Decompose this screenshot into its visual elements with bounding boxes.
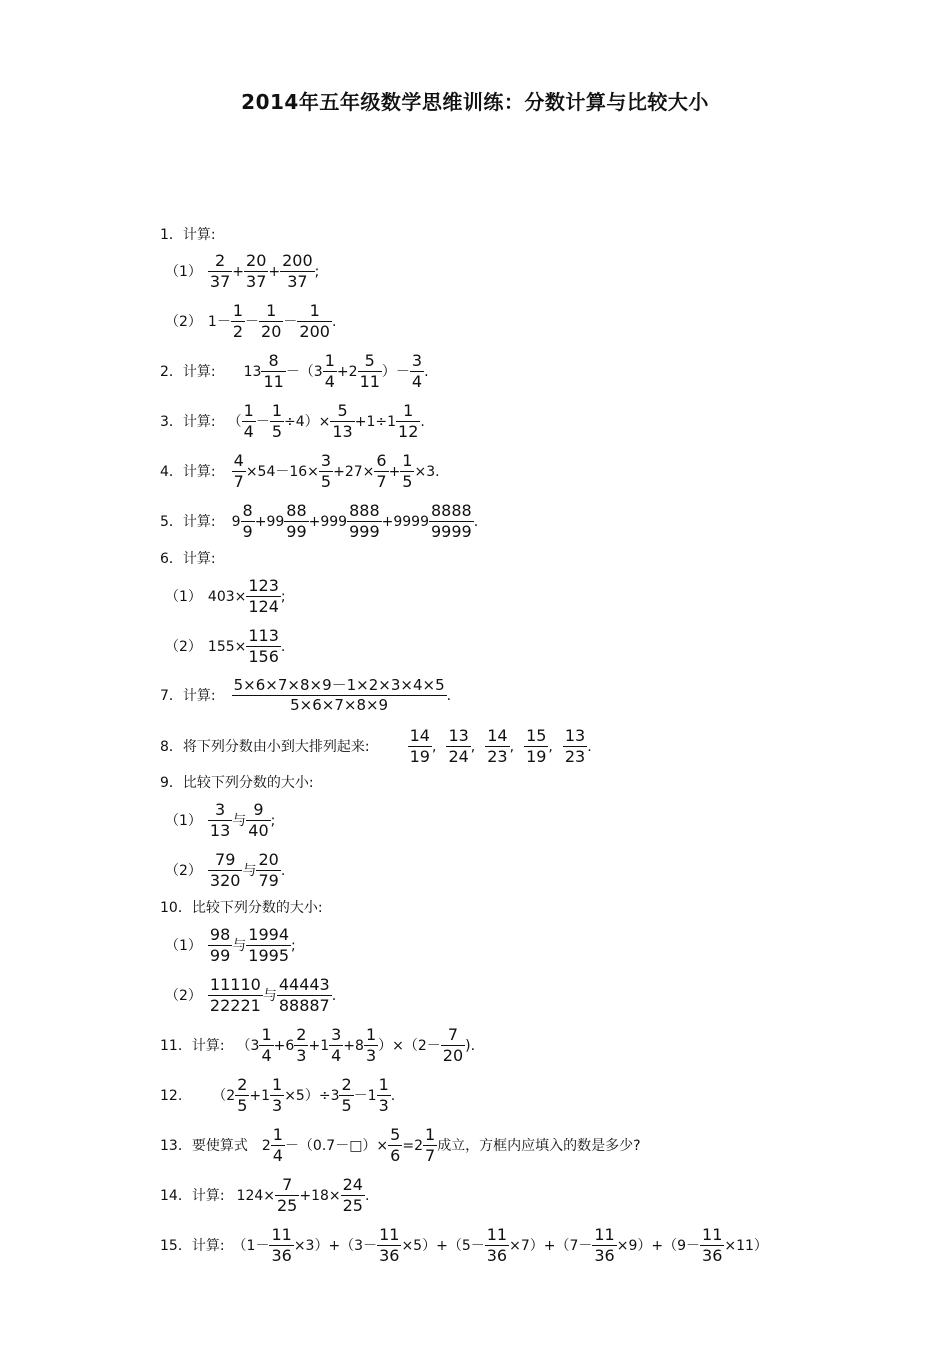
expression-text: ×9）+（9－ xyxy=(616,1237,701,1254)
problem-label: 11．计算: xyxy=(160,1037,225,1054)
fraction: $\frac{11}{36}$ xyxy=(594,1225,615,1265)
sub-label: （1） xyxy=(165,937,202,954)
fraction: $\frac{98}{99}$ xyxy=(209,925,231,965)
fraction: $\frac{8888}{9999}$ xyxy=(431,501,472,541)
problem-9-part-1 xyxy=(165,802,275,839)
expression-text: ×3）+（3－ xyxy=(293,1237,378,1254)
fraction: $\frac{1}{7}$ xyxy=(425,1125,436,1165)
expression-text: +1÷1 xyxy=(354,413,397,430)
fraction: $\frac{5}{11}$ xyxy=(359,351,380,391)
expression-text: ）×（2－ xyxy=(378,1037,441,1054)
problem-6-part-2 xyxy=(165,628,285,665)
problem-10-part-2 xyxy=(165,977,336,1014)
fraction: $\frac{9}{40}$ xyxy=(248,800,269,840)
problem-10 xyxy=(160,901,323,915)
expression-text: +999 xyxy=(308,513,348,530)
problem-14 xyxy=(160,1177,369,1214)
expression-text: 成立，方框内应填入的数是多少? xyxy=(437,1137,641,1154)
fraction: $\frac{20}{79}$ xyxy=(258,850,279,890)
fraction: $\frac{5}{6}$ xyxy=(390,1125,401,1165)
punctuation: . xyxy=(473,513,479,530)
expression-text: +27× xyxy=(333,463,375,480)
fraction: $\frac{1}{12}$ xyxy=(398,401,419,441)
fraction: $\frac{11}{36}$ xyxy=(379,1225,400,1265)
separator: , xyxy=(548,738,553,755)
fraction: $\frac{79}{320}$ xyxy=(209,850,241,890)
expression-text: ）－ xyxy=(381,363,410,380)
punctuation: . xyxy=(280,638,286,655)
problem-6 xyxy=(160,552,216,566)
fraction: $\frac{2}{3}$ xyxy=(296,1025,307,1065)
page-title: 2014年五年级数学思维训练：分数计算与比较大小 xyxy=(241,90,709,114)
fraction: $\frac{3}{4}$ xyxy=(411,351,423,391)
fraction: $\frac{200}{37}$ xyxy=(282,251,313,291)
fraction: $\frac{2}{5}$ xyxy=(341,1075,352,1115)
punctuation: . xyxy=(331,313,337,330)
problem-label: 6．计算: xyxy=(160,551,216,567)
sub-label: （2） xyxy=(165,987,202,1004)
fraction: $\frac{1}{4}$ xyxy=(261,1025,272,1065)
expression-text: =2 xyxy=(402,1137,423,1154)
comparison-word: 与 xyxy=(262,987,277,1004)
expression-text: 1－ xyxy=(207,313,231,330)
fraction: $\frac{888}{999}$ xyxy=(349,501,380,541)
fraction: $\frac{1}{4}$ xyxy=(324,351,335,391)
punctuation: ; xyxy=(280,588,286,605)
operator: － xyxy=(245,313,260,330)
problem-7 xyxy=(160,678,451,713)
problem-label: 4．计算: xyxy=(160,463,216,480)
expression-text: －（3 xyxy=(285,363,323,380)
fraction: $\frac{113}{156}$ xyxy=(248,626,279,666)
fraction: $\frac{5\times 6\times 7\times 8\times 9-1\times 2\times 3\times 4\times 5}{5\times 6\times 7\times 8\times 9}$ xyxy=(233,676,445,714)
expression-text: +2 xyxy=(336,363,358,380)
problem-label: 12. xyxy=(160,1087,183,1104)
fraction: $\frac{8}{9}$ xyxy=(242,501,253,541)
problem-label: 15．计算: xyxy=(160,1237,225,1254)
sub-label: （2） xyxy=(165,638,202,655)
punctuation: . xyxy=(390,1087,396,1104)
problem-label: 5．计算: xyxy=(160,513,216,530)
fraction: $\frac{7}{20}$ xyxy=(442,1025,464,1065)
comparison-word: 与 xyxy=(232,937,247,954)
problem-label: 2．计算: xyxy=(160,363,216,380)
problem-11 xyxy=(160,1027,475,1064)
sub-label: （1） xyxy=(165,812,202,829)
problem-label: 1．计算: xyxy=(160,227,216,243)
fraction: $\frac{1}{3}$ xyxy=(378,1075,389,1115)
expression-text: －（0.7－□）× xyxy=(284,1137,389,1154)
expression-text: ×5）+（5－ xyxy=(401,1237,485,1254)
problem-6-part-1 xyxy=(165,578,286,615)
problem-9-part-2 xyxy=(165,852,285,889)
punctuation: . xyxy=(446,687,452,704)
fraction: $\frac{1}{4}$ xyxy=(243,401,254,441)
expression-text: 403× xyxy=(207,588,247,605)
fraction: $\frac{7}{25}$ xyxy=(276,1175,298,1215)
fraction: $\frac{2}{37}$ xyxy=(209,251,231,291)
problem-label: 14．计算: xyxy=(160,1187,225,1204)
sub-label: （1） xyxy=(165,588,202,605)
fraction: $\frac{1994}{1995}$ xyxy=(248,925,289,965)
fraction: $\frac{1}{5}$ xyxy=(271,401,282,441)
whole-number: 9 xyxy=(231,513,241,530)
expression-text: ×3. xyxy=(414,463,440,480)
fraction: $\frac{13}{23}$ xyxy=(564,726,586,766)
operator: + xyxy=(232,263,245,280)
problem-1-part-2 xyxy=(165,303,336,340)
problem-label: 13．要使算式 xyxy=(160,1137,248,1154)
fraction: $\frac{11}{36}$ xyxy=(486,1225,508,1265)
fraction: $\frac{5}{13}$ xyxy=(332,401,353,441)
problem-13 xyxy=(160,1127,641,1164)
expression-text: （1－ xyxy=(232,1237,270,1254)
fraction: $\frac{44443}{88887}$ xyxy=(278,975,330,1015)
problem-15 xyxy=(160,1227,768,1264)
separator: , xyxy=(509,738,515,755)
operator: － xyxy=(283,313,298,330)
fraction: $\frac{2}{5}$ xyxy=(237,1075,248,1115)
expression-text: （3 xyxy=(236,1037,260,1054)
punctuation: ; xyxy=(291,937,296,954)
fraction: $\frac{4}{7}$ xyxy=(233,451,244,491)
problem-1 xyxy=(160,228,216,242)
operator: + xyxy=(388,463,401,480)
expression-text: ×5）÷3 xyxy=(284,1087,340,1104)
problem-3 xyxy=(160,403,425,440)
comparison-word: 与 xyxy=(232,812,247,829)
expression-text: ×11） xyxy=(724,1237,768,1254)
sub-label: （2） xyxy=(165,862,202,879)
fraction: $\frac{1}{2}$ xyxy=(232,301,244,341)
punctuation: . xyxy=(364,1187,370,1204)
problem-label: 10．比较下列分数的大小: xyxy=(160,900,323,916)
fraction: $\frac{6}{7}$ xyxy=(376,451,387,491)
comparison-word: 与 xyxy=(242,862,257,879)
fraction: $\frac{3}{5}$ xyxy=(320,451,332,491)
fraction: $\frac{1}{5}$ xyxy=(402,451,413,491)
whole-number: 13 xyxy=(243,363,262,380)
sub-label: （1） xyxy=(165,263,202,280)
problem-label: 7．计算: xyxy=(160,687,216,704)
punctuation: . xyxy=(424,363,429,380)
expression-text: －1 xyxy=(353,1087,377,1104)
problem-2 xyxy=(160,353,429,390)
expression-text: +9999 xyxy=(381,513,429,530)
whole-number: 2 xyxy=(261,1137,271,1154)
fraction: $\frac{15}{19}$ xyxy=(526,726,547,766)
fraction: $\frac{11110}{22221}$ xyxy=(209,975,261,1015)
problem-12 xyxy=(160,1077,395,1114)
fraction: $\frac{3}{13}$ xyxy=(209,800,231,840)
expression-text: 155× xyxy=(207,638,247,655)
punctuation: . xyxy=(420,413,425,430)
problem-label: 8．将下列分数由小到大排列起来: xyxy=(160,738,370,755)
expression-text: +99 xyxy=(254,513,285,530)
fraction: $\frac{8}{11}$ xyxy=(263,351,284,391)
fraction: $\frac{1}{3}$ xyxy=(365,1025,377,1065)
expression-text: （ xyxy=(227,413,242,430)
problem-5 xyxy=(160,503,478,540)
punctuation: . xyxy=(280,862,286,879)
fraction: $\frac{14}{23}$ xyxy=(487,726,508,766)
problem-8 xyxy=(160,728,592,765)
problem-9 xyxy=(160,776,314,790)
expression-text: +1 xyxy=(249,1087,271,1104)
fraction: $\frac{3}{4}$ xyxy=(331,1025,342,1065)
expression-text: +18× xyxy=(299,1187,341,1204)
fraction: $\frac{24}{25}$ xyxy=(342,1175,363,1215)
fraction: $\frac{1}{4}$ xyxy=(272,1125,283,1165)
problem-label: 3．计算: xyxy=(160,413,216,430)
expression-text: 124× xyxy=(236,1187,275,1204)
problem-4 xyxy=(160,453,440,490)
problem-1-part-1 xyxy=(165,253,319,290)
problem-10-part-1 xyxy=(165,927,296,964)
expression-text: ×7）+（7－ xyxy=(509,1237,593,1254)
fraction: $\frac{1}{20}$ xyxy=(261,301,282,341)
punctuation: ; xyxy=(314,263,320,280)
fraction: $\frac{1}{3}$ xyxy=(272,1075,283,1115)
fraction: $\frac{1}{200}$ xyxy=(299,301,330,341)
separator: , xyxy=(431,738,437,755)
expression-text: +1 xyxy=(308,1037,330,1054)
expression-text: ÷4）× xyxy=(284,413,331,430)
problem-label: 9．比较下列分数的大小: xyxy=(160,775,314,791)
operator: + xyxy=(268,263,281,280)
fraction: $\frac{88}{99}$ xyxy=(286,501,307,541)
fraction: $\frac{13}{24}$ xyxy=(448,726,469,766)
operator: － xyxy=(255,413,270,430)
expression-text: +6 xyxy=(273,1037,295,1054)
expression-text: +8 xyxy=(343,1037,364,1054)
expression-text: （2 xyxy=(212,1087,236,1104)
fraction: $\frac{20}{37}$ xyxy=(246,251,267,291)
punctuation: ). xyxy=(465,1037,476,1054)
fraction: $\frac{123}{124}$ xyxy=(248,576,279,616)
fraction: $\frac{11}{36}$ xyxy=(702,1225,723,1265)
punctuation: ; xyxy=(270,812,276,829)
fraction: $\frac{11}{36}$ xyxy=(271,1225,292,1265)
punctuation: . xyxy=(587,738,592,755)
sub-label: （2） xyxy=(165,313,202,330)
punctuation: . xyxy=(331,987,337,1004)
fraction: $\frac{14}{19}$ xyxy=(409,726,430,766)
separator: , xyxy=(470,738,476,755)
expression-text: ×54－16× xyxy=(245,463,319,480)
